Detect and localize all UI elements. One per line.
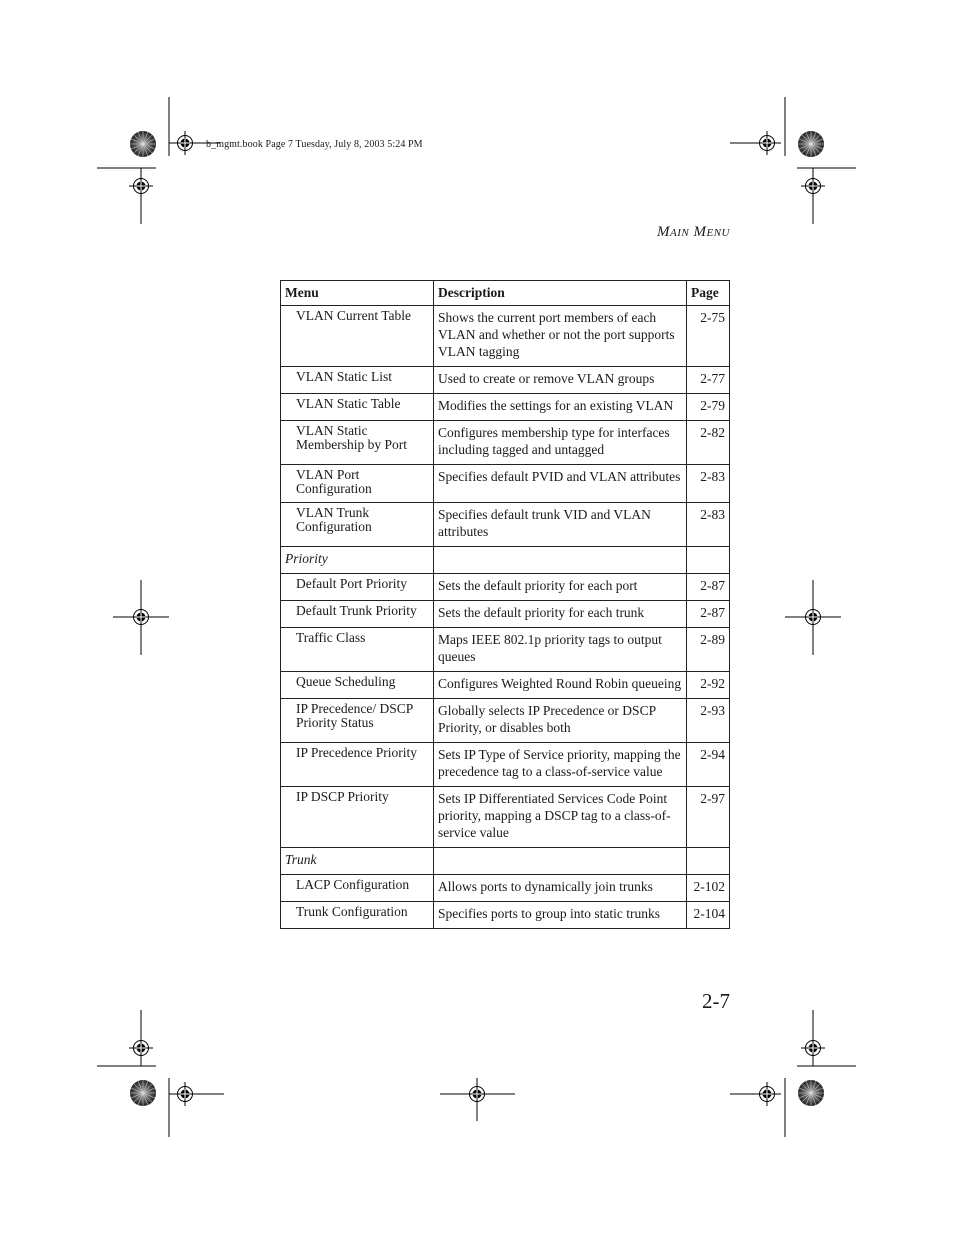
menu-cell: VLAN Static List [281,367,434,394]
table-header-row [281,281,730,306]
menu-cell: IP Precedence Priority [281,743,434,787]
table-row [281,421,730,465]
table-body [281,306,730,929]
page-cell: 2-87 [687,574,730,601]
running-head-first-rest: AIN [670,227,690,239]
print-slug-line: b_mgmt.book Page 7 Tuesday, July 8, 2003 5:24 PM [206,139,423,150]
menu-cell: Traffic Class [281,628,434,672]
section-label: Trunk [281,848,434,875]
description-cell: Configures membership type for interfaces including tagged and untagged [434,421,687,465]
table-row [281,601,730,628]
menu-cell: Default Trunk Priority [281,601,434,628]
description-cell: Modifies the settings for an existing VLAN [434,394,687,421]
page-cell: 2-82 [687,421,730,465]
page-cell: 2-94 [687,743,730,787]
menu-cell: IP DSCP Priority [281,787,434,848]
table-row [281,574,730,601]
page-cell: 2-77 [687,367,730,394]
menu-cell: VLAN Port Configuration [281,465,434,503]
page-cell: 2-89 [687,628,730,672]
table-row [281,306,730,367]
table-row [281,367,730,394]
description-cell: Used to create or remove VLAN groups [434,367,687,394]
description-cell: Sets the default priority for each trunk [434,601,687,628]
table-row [281,503,730,547]
menu-cell: VLAN Current Table [281,306,434,367]
description-cell: Sets the default priority for each port [434,574,687,601]
description-cell: Sets IP Differentiated Services Code Point priority, mapping a DSCP tag to a class-of-service value [434,787,687,848]
table-row [281,699,730,743]
page-cell: 2-83 [687,465,730,503]
running-head [657,224,730,241]
empty-page-cell [687,547,730,574]
page-cell: 2-79 [687,394,730,421]
header-description: Description [434,281,687,306]
menu-cell: VLAN Trunk Configuration [281,503,434,547]
empty-description-cell [434,547,687,574]
page-cell: 2-93 [687,699,730,743]
table-row [281,465,730,503]
table-row [281,628,730,672]
table-row [281,902,730,929]
menu-cell: Default Port Priority [281,574,434,601]
menu-cell: Trunk Configuration [281,902,434,929]
table-row [281,875,730,902]
running-head-second-rest: ENU [706,227,730,239]
page-cell: 2-102 [687,875,730,902]
running-head-second-cap: M [693,224,707,240]
description-cell: Specifies ports to group into static trunks [434,902,687,929]
header-menu: Menu [281,281,434,306]
table-row [281,672,730,699]
section-label: Priority [281,547,434,574]
menu-cell: VLAN Static Table [281,394,434,421]
page-cell: 2-92 [687,672,730,699]
page-cell: 2-87 [687,601,730,628]
table-section-row [281,547,730,574]
description-cell: Allows ports to dynamically join trunks [434,875,687,902]
menu-table [280,280,730,929]
table-row [281,787,730,848]
menu-cell: IP Precedence/ DSCP Priority Status [281,699,434,743]
page-cell: 2-83 [687,503,730,547]
description-cell: Globally selects IP Precedence or DSCP Priority, or disables both [434,699,687,743]
menu-cell: LACP Configuration [281,875,434,902]
page-cell: 2-75 [687,306,730,367]
empty-description-cell [434,848,687,875]
page-number: 2-7 [702,989,730,1013]
description-cell: Sets IP Type of Service priority, mapping the precedence tag to a class-of-service value [434,743,687,787]
description-cell: Specifies default trunk VID and VLAN attributes [434,503,687,547]
description-cell: Configures Weighted Round Robin queueing [434,672,687,699]
description-cell: Maps IEEE 802.1p priority tags to output queues [434,628,687,672]
table-section-row [281,848,730,875]
header-page: Page [687,281,730,306]
page-cell: 2-104 [687,902,730,929]
table-row [281,743,730,787]
page-cell: 2-97 [687,787,730,848]
running-head-first-cap: M [657,224,671,240]
description-cell: Specifies default PVID and VLAN attributes [434,465,687,503]
menu-cell: VLAN Static Membership by Port [281,421,434,465]
description-cell: Shows the current port members of each VLAN and whether or not the port supports VLAN tagging [434,306,687,367]
empty-page-cell [687,848,730,875]
menu-cell: Queue Scheduling [281,672,434,699]
table-row [281,394,730,421]
